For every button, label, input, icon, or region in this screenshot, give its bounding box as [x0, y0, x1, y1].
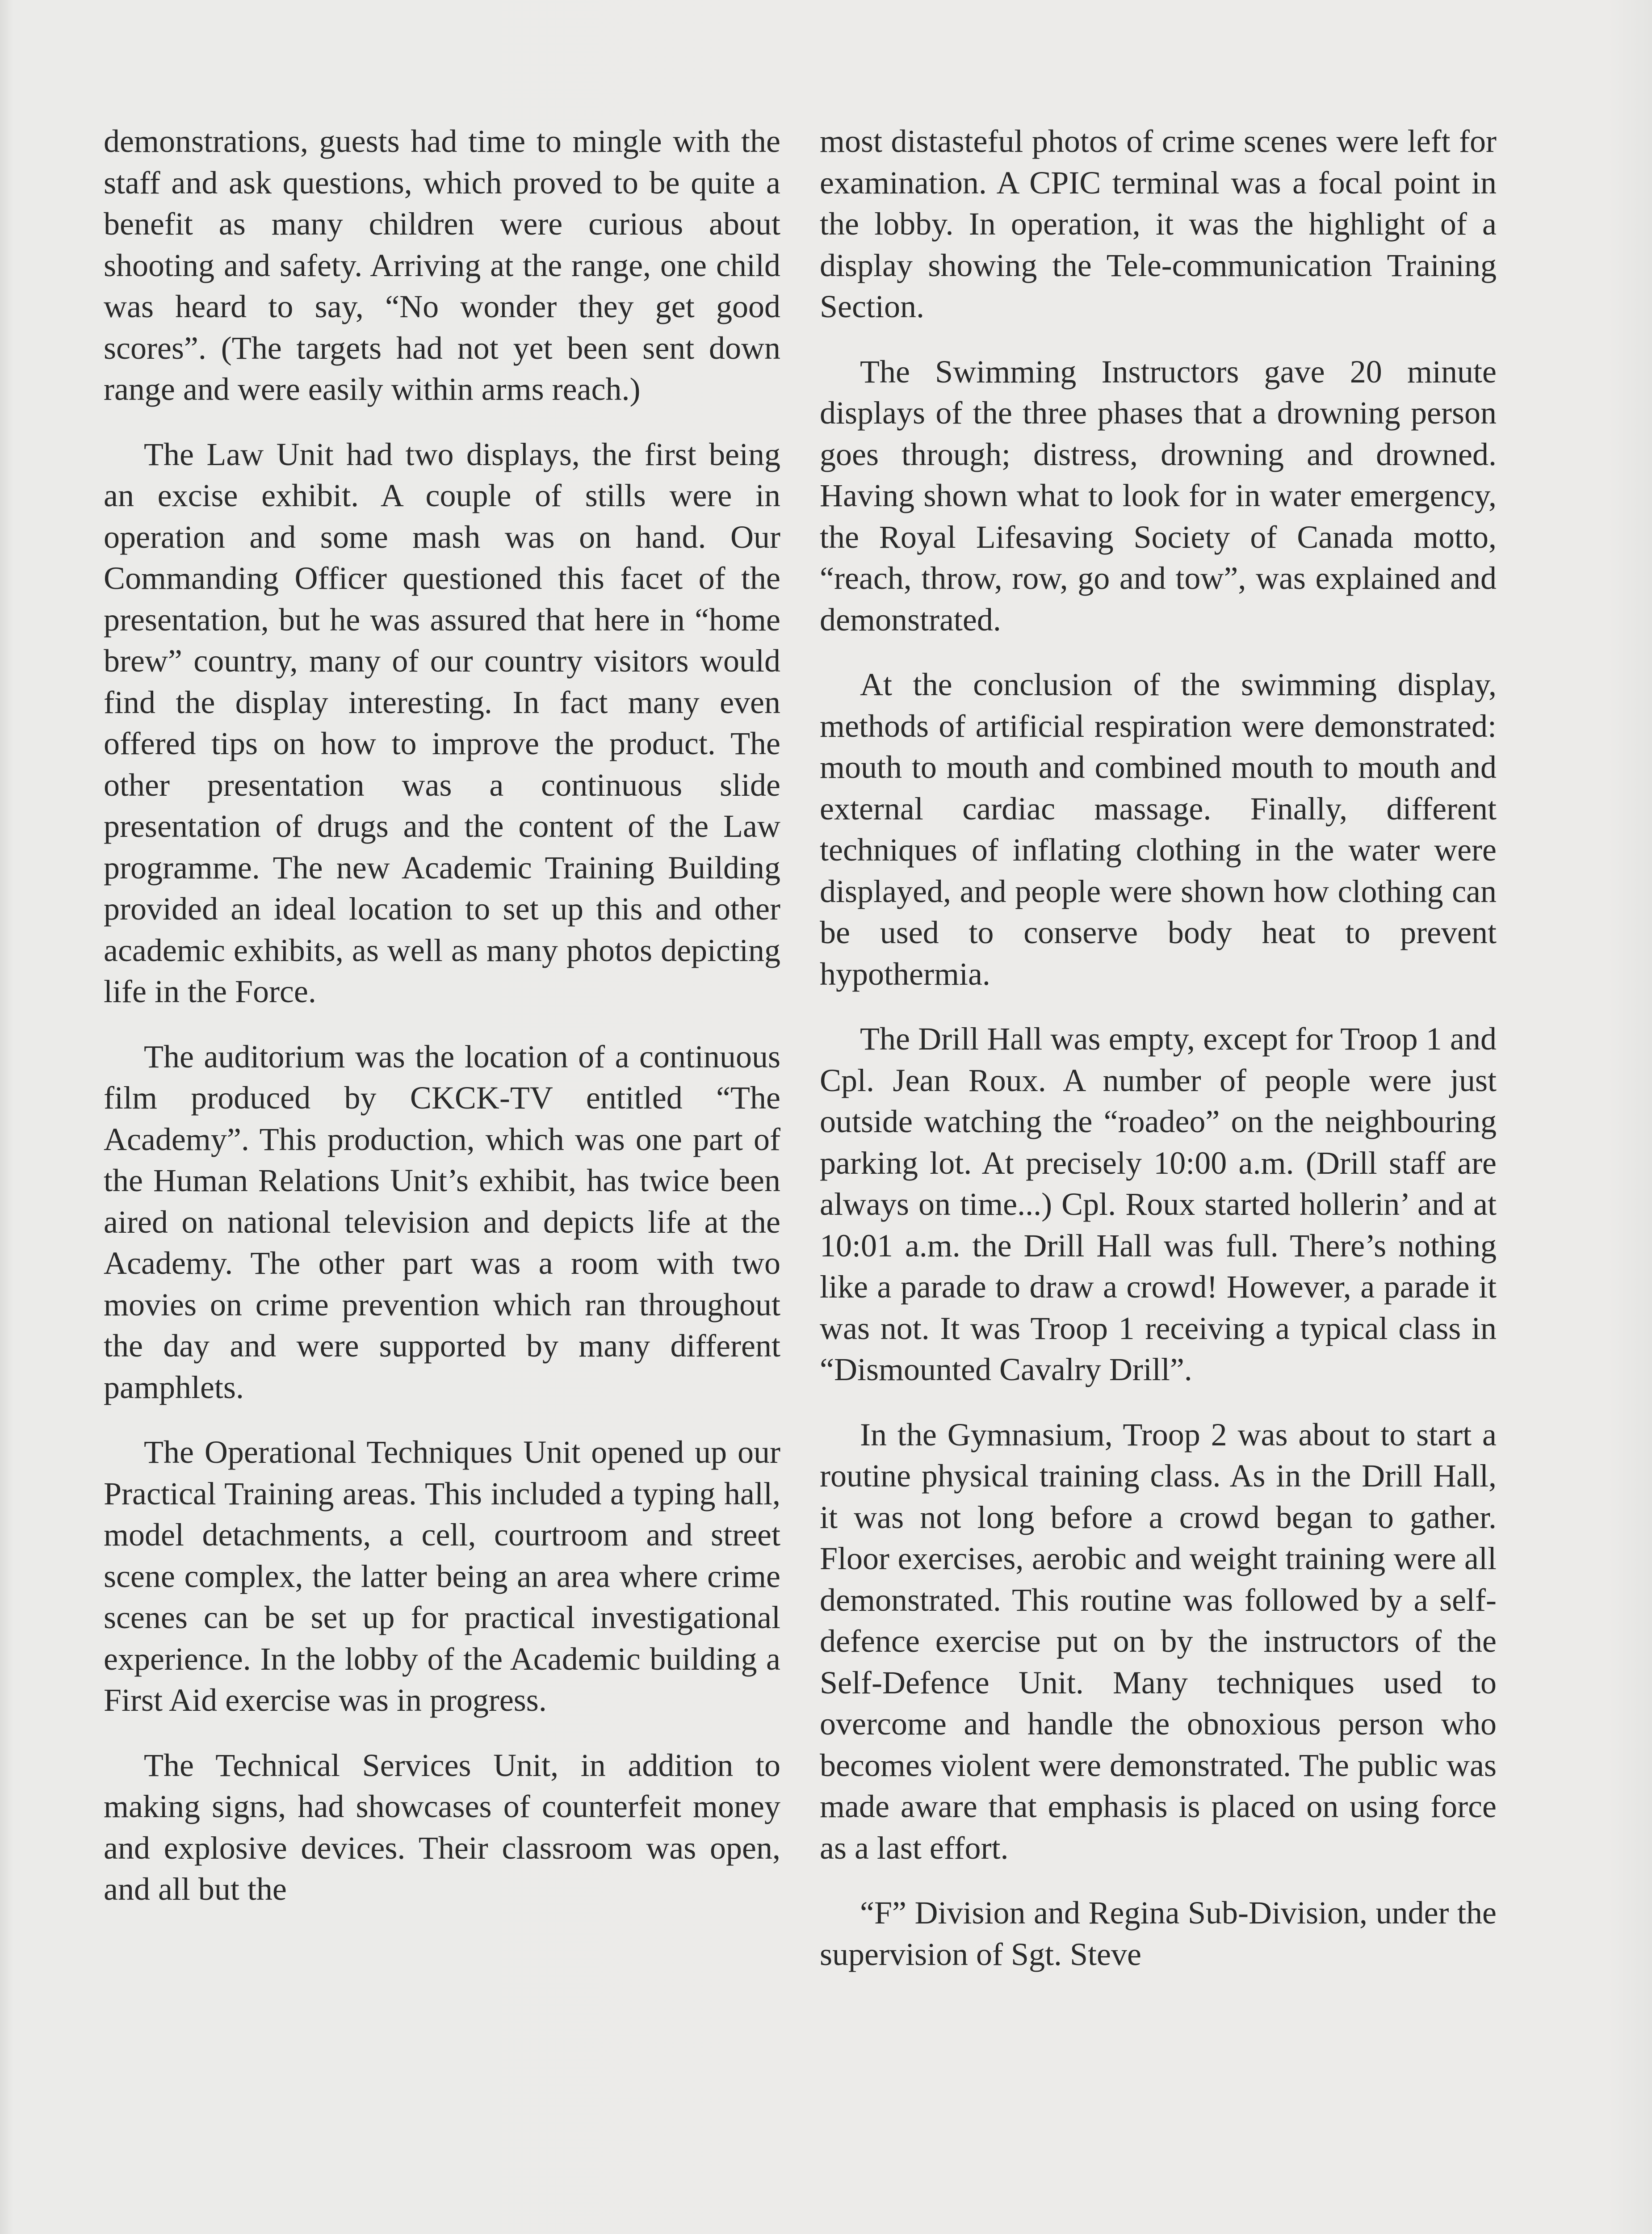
- paragraph: The auditorium was the location of a continuous film produced by CKCK-TV entitled “The Academy”. This production, which was one part of the Human Relations Unit’s exhibit, has twice been aired on national television and depicts life at the Academy. The other part was a room with two movies on crime prevention which ran throughout the day and were supported by many different pamphlets.: [104, 1038, 780, 1405]
- paragraph: At the conclusion of the swimming display, methods of artificial respiration were demonstrated: mouth to mouth and combined mouth to mouth and external cardiac massage. Finally, different techniques of inflating clothing in the water were displayed, and people were shown how clothing can be used to conserve body heat to prevent hypothermia.: [820, 667, 1497, 992]
- paragraph: The Drill Hall was empty, except for Troop 1 and Cpl. Jean Roux. A number of people were just outside watching the “roadeo” on the neighbouring parking lot. At precisely 10:00 a.m. (Drill staff are always on time...) Cpl. Roux started hollerin’ and at 10:01 a.m. the Drill Hall was full. There’s nothing like a parade to draw a crowd! However, a parade it was not. It was Troop 1 receiving a typical class in “Dismounted Cavalry Drill”.: [820, 1021, 1497, 1387]
- paragraph: The Operational Techniques Unit opened up our Practical Training areas. This included a typing hall, model detachments, a cell, courtroom and street scene complex, the latter being an area where crime scenes can be set up for practical investigational experience. In the lobby of the Academic building a First Aid exercise was in progress.: [104, 1434, 780, 1718]
- right-column: [820, 121, 1497, 1999]
- left-column: [104, 121, 780, 1934]
- paragraph: The Technical Services Unit, in addition to making signs, had showcases of counterfeit money and explosive devices. Their classroom was open, and all but the: [104, 1747, 780, 1907]
- paragraph: The Law Unit had two displays, the first being an excise exhibit. A couple of stills were in operation and some mash was on hand. Our Commanding Officer questioned this facet of the presentation, but he was assured that here in “home brew” country, many of our country visitors would find the display interesting. In fact many even offered tips on how to improve the product. The other presentation was a continuous slide presentation of drugs and the content of the Law programme. The new Academic Training Building provided an ideal location to set up this and other academic exhibits, as well as many photos depicting life in the Force.: [104, 436, 780, 1009]
- paragraph: “F” Division and Regina Sub-Division, under the supervision of Sgt. Steve: [820, 1895, 1497, 1972]
- paragraph: The Swimming Instructors gave 20 minute displays of the three phases that a drowning person goes through; distress, drowning and drowned. Having shown what to look for in water emergency, the Royal Lifesaving Society of Canada motto, “reach, throw, row, go and tow”, was explained and demonstrated.: [820, 353, 1497, 638]
- paragraph: In the Gymnasium, Troop 2 was about to start a routine physical training class. As in the Drill Hall, it was not long before a crowd began to gather. Floor exercises, aerobic and weight training were all demonstrated. This routine was followed by a self-defence exercise put on by the instructors of the Self-Defence Unit. Many techniques used to overcome and handle the obnoxious person who becomes violent were demonstrated. The public was made aware that emphasis is placed on using force as a last effort.: [820, 1416, 1497, 1866]
- paragraph: demonstrations, guests had time to mingle with the staff and ask questions, which proved to be quite a benefit as many children were curious about shooting and safety. Arriving at the range, one child was heard to say, “No wonder they get good scores”. (The targets had not yet been sent down range and were easily within arms reach.): [104, 123, 780, 407]
- paragraph: most distasteful photos of crime scenes were left for examination. A CPIC terminal was a focal point in the lobby. In operation, it was the highlight of a display showing the Tele-communication Training Section.: [820, 123, 1497, 324]
